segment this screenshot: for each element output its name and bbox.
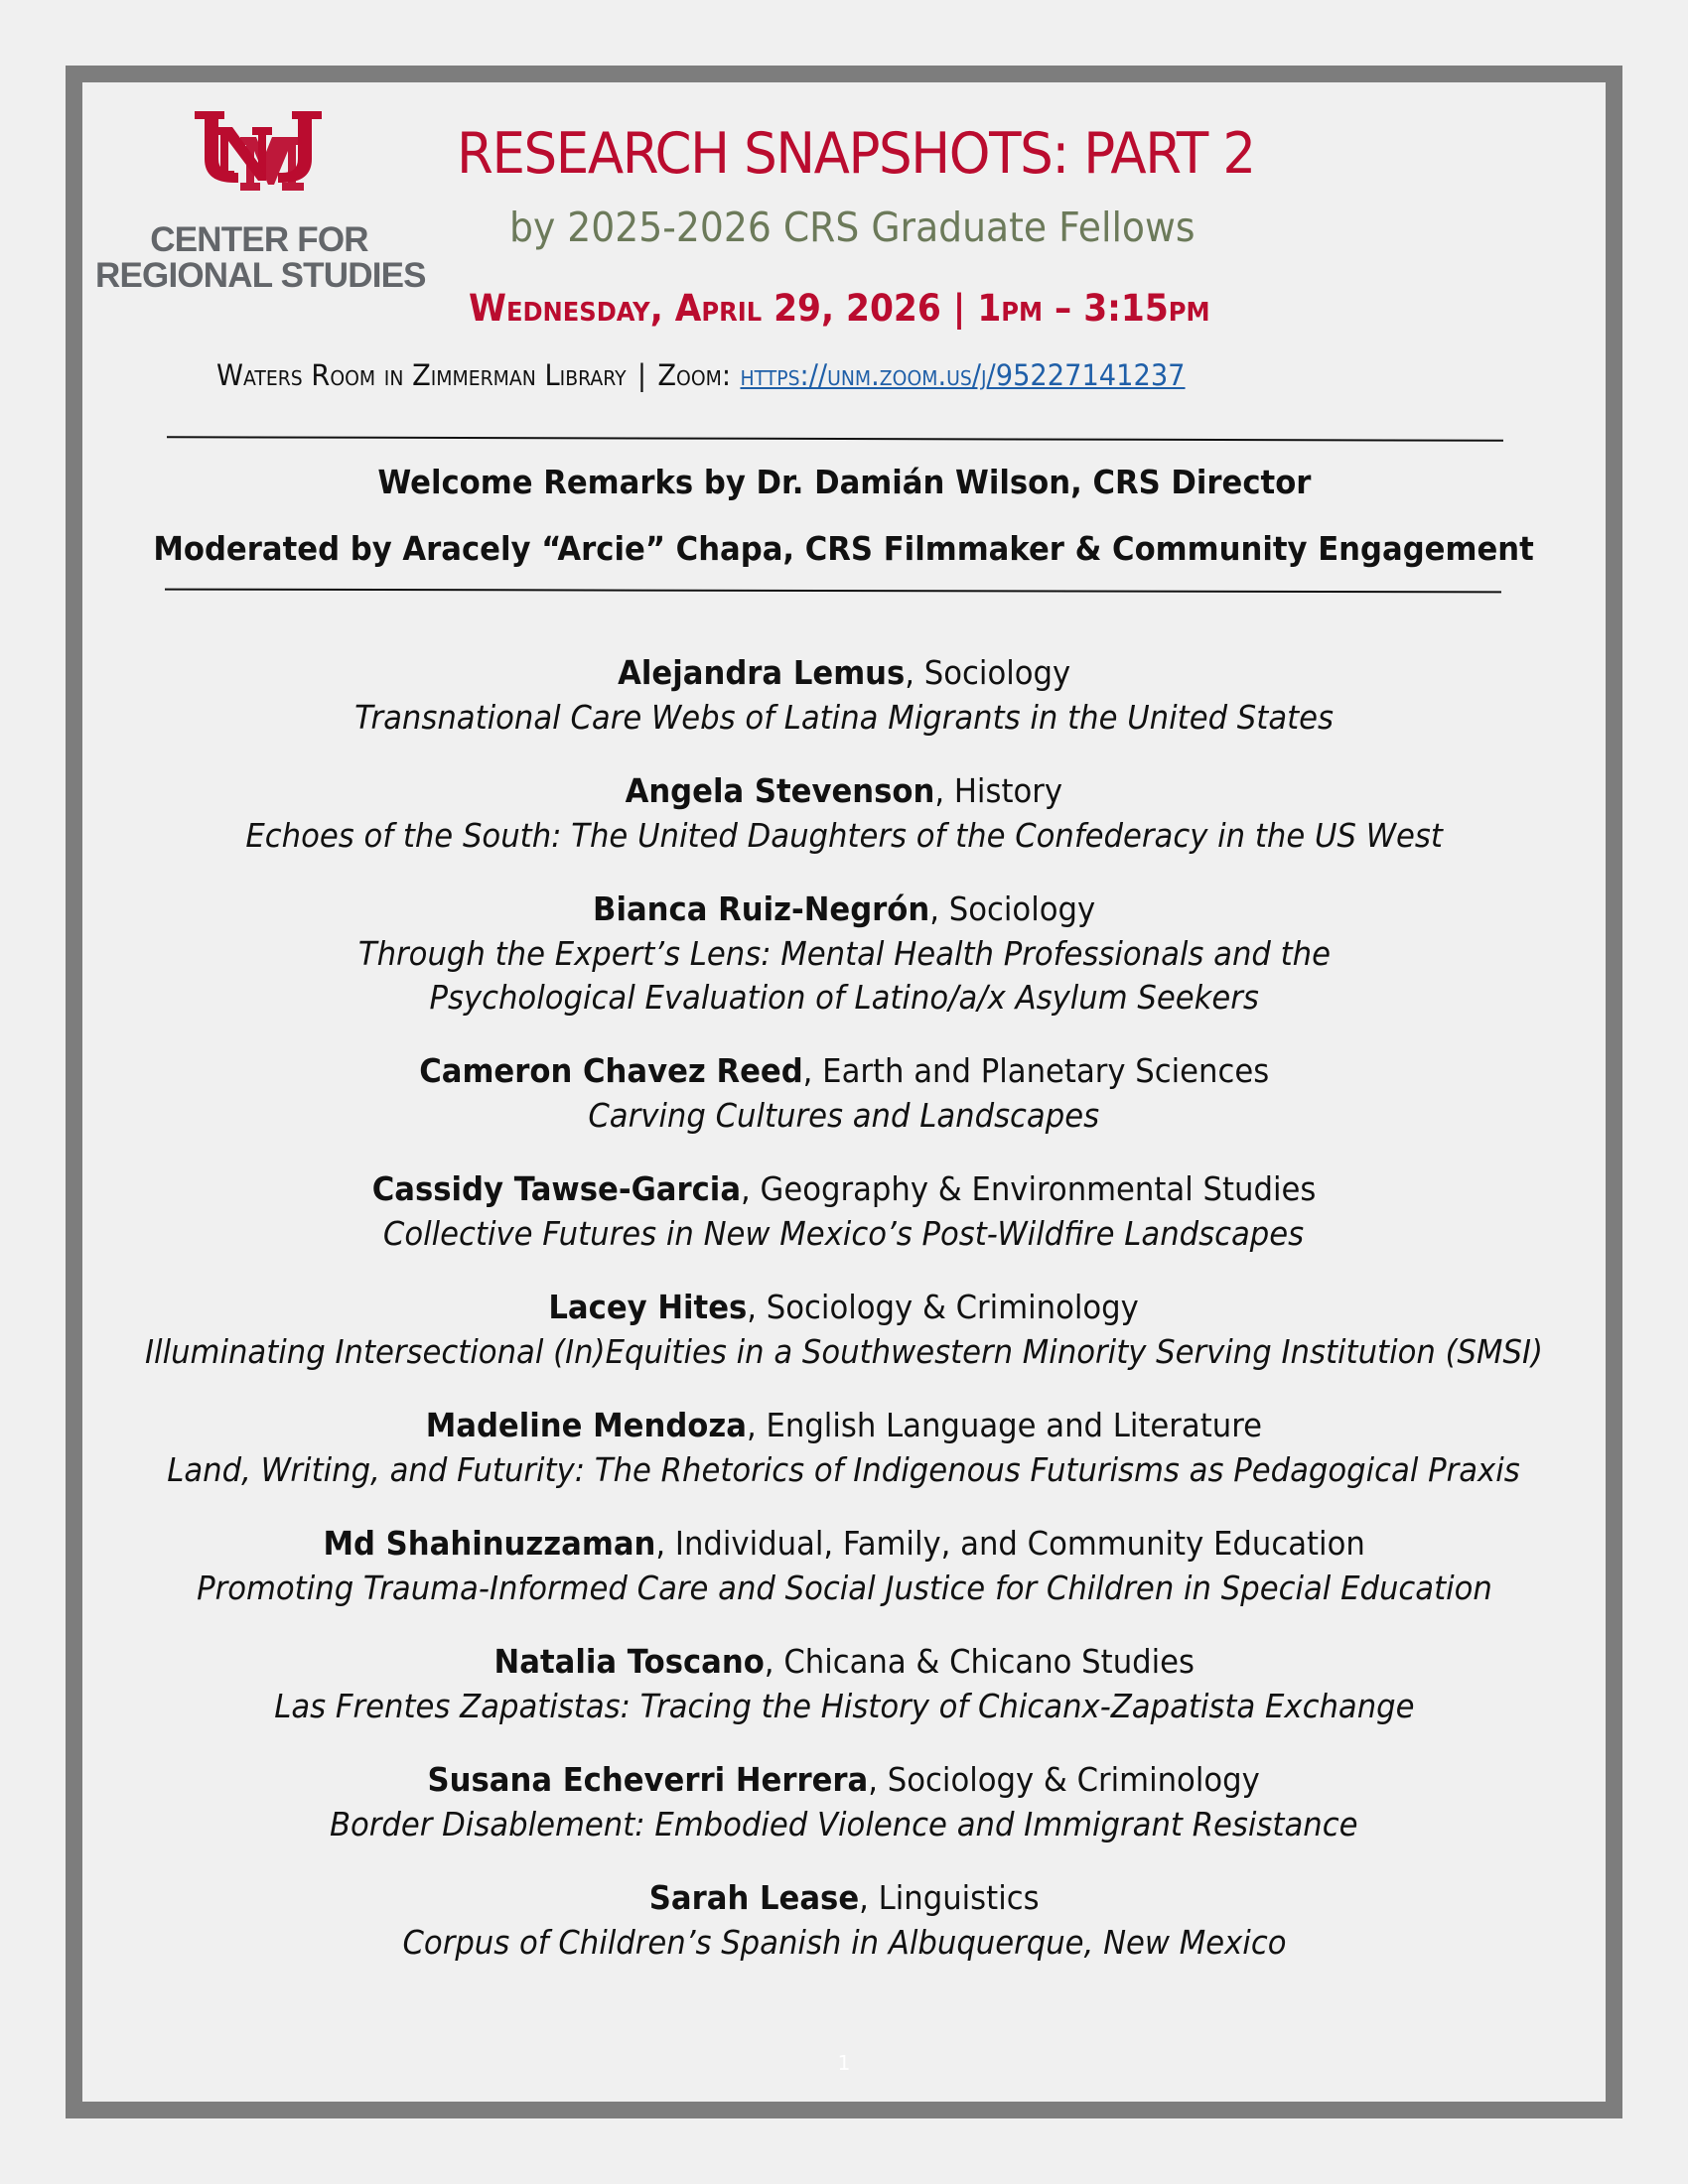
project-title-line: Through the Expert’s Lens: Mental Health Professionals and the bbox=[357, 934, 1331, 973]
project-title-line: Echoes of the South: The United Daughters of the Confederacy in the US West bbox=[245, 816, 1443, 855]
fellow-name: Cameron Chavez Reed bbox=[418, 1051, 803, 1090]
unm-logo-icon bbox=[195, 111, 322, 195]
project-title-line: Land, Writing, and Futurity: The Rhetorics of Indigenous Futurisms as Pedagogical Praxis bbox=[167, 1450, 1521, 1489]
fellow-heading bbox=[0, 649, 1688, 696]
fellow-name: Bianca Ruiz-Negrón bbox=[592, 889, 930, 928]
fellow-project-title bbox=[0, 1094, 1688, 1138]
fellow-department: , Sociology & Criminology bbox=[868, 1760, 1261, 1799]
fellow-name: Sarah Lease bbox=[648, 1878, 859, 1917]
venue-separator: | bbox=[636, 358, 647, 392]
fellow-department: , Linguistics bbox=[858, 1878, 1040, 1917]
fellow-heading bbox=[0, 767, 1688, 814]
project-title-line: Transnational Care Webs of Latina Migrants in the United States bbox=[354, 698, 1334, 737]
fellows-list bbox=[0, 649, 1688, 1992]
page-subtitle: by 2025-2026 CRS Graduate Fellows bbox=[509, 204, 1196, 251]
fellow-project-title bbox=[0, 1685, 1688, 1728]
fellow-entry bbox=[0, 1165, 1688, 1256]
welcome-text: Welcome Remarks by Dr. Damián Wilson, CRS Director bbox=[376, 463, 1312, 501]
project-title-line: Border Disablement: Embodied Violence and Immigrant Resistance bbox=[330, 1805, 1358, 1843]
fellow-entry bbox=[0, 649, 1688, 740]
fellow-department: , Sociology bbox=[929, 889, 1096, 928]
fellow-department: , Earth and Planetary Sciences bbox=[802, 1051, 1270, 1090]
fellow-department: , Sociology & Criminology bbox=[747, 1288, 1140, 1326]
fellow-project-title bbox=[0, 696, 1688, 740]
event-venue-line bbox=[216, 358, 1186, 392]
fellow-entry bbox=[0, 1402, 1688, 1492]
fellow-entry bbox=[0, 767, 1688, 858]
fellow-name: Md Shahinuzzaman bbox=[323, 1524, 656, 1563]
logo-wordmark bbox=[95, 220, 426, 295]
project-title-line: Illuminating Intersectional (In)Equities in a Southwestern Minority Serving Institution (SMSI) bbox=[144, 1332, 1544, 1371]
fellow-heading bbox=[0, 1874, 1688, 1921]
fellow-project-title bbox=[0, 1567, 1688, 1610]
project-title-line: Carving Cultures and Landscapes bbox=[588, 1096, 1100, 1135]
fellow-entry bbox=[0, 1047, 1688, 1138]
welcome-remarks bbox=[0, 463, 1688, 501]
fellow-project-title bbox=[0, 1330, 1688, 1374]
fellow-heading bbox=[0, 1165, 1688, 1212]
fellow-department: , Sociology bbox=[905, 653, 1071, 692]
fellow-name: Cassidy Tawse-Garcia bbox=[371, 1169, 741, 1208]
project-title-line: Psychological Evaluation of Latino/a/x Asylum Seekers bbox=[429, 978, 1259, 1017]
fellow-project-title bbox=[0, 1448, 1688, 1492]
fellow-department: , Individual, Family, and Community Education bbox=[655, 1524, 1365, 1563]
page-title: RESEARCH SNAPSHOTS: PART 2 bbox=[457, 121, 1255, 187]
moderator-line bbox=[0, 529, 1688, 568]
fellow-project-title bbox=[0, 1803, 1688, 1846]
fellow-heading bbox=[0, 1284, 1688, 1330]
fellow-entry bbox=[0, 886, 1688, 1020]
fellow-entry bbox=[0, 1284, 1688, 1374]
logo-line-2: REGIONAL STUDIES bbox=[95, 256, 426, 295]
fellow-project-title bbox=[0, 814, 1688, 858]
moderator-text: Moderated by Aracely “Arcie” Chapa, CRS Filmmaker & Community Engagement bbox=[153, 529, 1535, 568]
fellow-department: , History bbox=[934, 771, 1063, 810]
venue-text: Waters Room in Zimmerman Library bbox=[216, 358, 627, 392]
fellow-heading bbox=[0, 1402, 1688, 1448]
fellow-name: Madeline Mendoza bbox=[425, 1406, 748, 1444]
project-title-line: Promoting Trauma-Informed Care and Social Justice for Children in Special Education bbox=[196, 1569, 1492, 1607]
fellow-name: Alejandra Lemus bbox=[617, 653, 906, 692]
zoom-link[interactable]: https://unm.zoom.us/j/95227141237 bbox=[740, 358, 1186, 392]
fellow-department: , Geography & Environmental Studies bbox=[740, 1169, 1317, 1208]
fellow-project-title bbox=[0, 932, 1688, 976]
fellow-project-title bbox=[0, 976, 1688, 1020]
fellow-department: , English Language and Literature bbox=[747, 1406, 1263, 1444]
fellow-project-title bbox=[0, 1921, 1688, 1965]
fellow-project-title bbox=[0, 1212, 1688, 1256]
fellow-name: Angela Stevenson bbox=[625, 771, 935, 810]
logo-line-1: CENTER FOR bbox=[150, 220, 368, 259]
fellow-heading bbox=[0, 1638, 1688, 1685]
project-title-line: Las Frentes Zapatistas: Tracing the History of Chicanx-Zapatista Exchange bbox=[273, 1687, 1415, 1725]
fellow-heading bbox=[0, 1520, 1688, 1567]
fellow-name: Susana Echeverri Herrera bbox=[427, 1760, 869, 1799]
fellow-heading bbox=[0, 886, 1688, 932]
project-title-line: Corpus of Children’s Spanish in Albuquerque, New Mexico bbox=[402, 1923, 1286, 1962]
fellow-entry bbox=[0, 1874, 1688, 1965]
fellow-entry bbox=[0, 1756, 1688, 1846]
page-number: 1 bbox=[837, 2051, 851, 2075]
fellow-entry bbox=[0, 1520, 1688, 1610]
fellow-name: Natalia Toscano bbox=[493, 1642, 765, 1681]
event-date-time: Wednesday, April 29, 2026 | 1pm – 3:15pm bbox=[469, 287, 1210, 330]
fellow-entry bbox=[0, 1638, 1688, 1728]
fellow-name: Lacey Hites bbox=[548, 1288, 748, 1326]
zoom-label: Zoom: bbox=[657, 358, 732, 392]
fellow-heading bbox=[0, 1047, 1688, 1094]
project-title-line: Collective Futures in New Mexico’s Post-Wildfire Landscapes bbox=[383, 1214, 1305, 1253]
fellow-heading bbox=[0, 1756, 1688, 1803]
crs-logo bbox=[95, 111, 426, 300]
fellow-department: , Chicana & Chicano Studies bbox=[764, 1642, 1195, 1681]
